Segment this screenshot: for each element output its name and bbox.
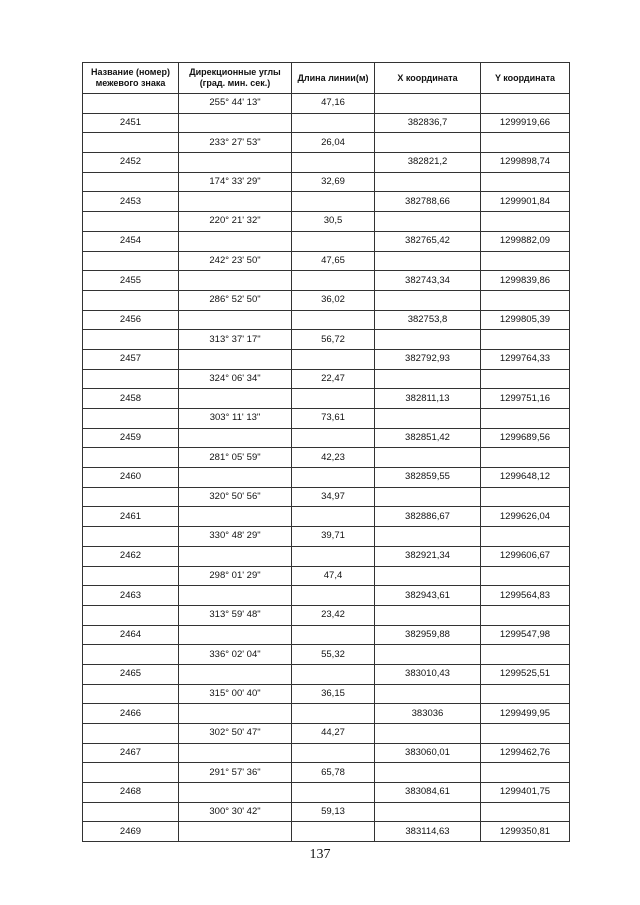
table-row: [83, 330, 570, 350]
cell-mark-name: 2456: [83, 310, 179, 330]
table-row: [83, 468, 570, 488]
cell-x-coordinate: [375, 724, 481, 744]
cell-mark-name: [83, 409, 179, 429]
cell-mark-name: [83, 448, 179, 468]
table-row: [83, 586, 570, 606]
cell-direction-angle: [179, 743, 292, 763]
cell-y-coordinate: [481, 527, 570, 547]
cell-x-coordinate: [375, 645, 481, 665]
cell-x-coordinate: [375, 409, 481, 429]
cell-x-coordinate: 383084,61: [375, 783, 481, 803]
cell-line-length: 55,32: [292, 645, 375, 665]
table-row: [83, 349, 570, 369]
cell-direction-angle: [179, 546, 292, 566]
cell-line-length: [292, 743, 375, 763]
cell-line-length: [292, 822, 375, 842]
cell-line-length: 47,65: [292, 251, 375, 271]
cell-x-coordinate: [375, 212, 481, 232]
boundary-marks-table: [82, 62, 570, 842]
cell-mark-name: [83, 527, 179, 547]
cell-y-coordinate: [481, 724, 570, 744]
cell-mark-name: 2467: [83, 743, 179, 763]
cell-line-length: 22,47: [292, 369, 375, 389]
cell-line-length: 36,15: [292, 684, 375, 704]
table-row: [83, 409, 570, 429]
cell-y-coordinate: [481, 566, 570, 586]
cell-line-length: [292, 192, 375, 212]
cell-mark-name: [83, 487, 179, 507]
table-row: [83, 389, 570, 409]
cell-mark-name: 2466: [83, 704, 179, 724]
cell-x-coordinate: 382943,61: [375, 586, 481, 606]
cell-direction-angle: 174° 33' 29": [179, 172, 292, 192]
cell-direction-angle: [179, 507, 292, 527]
cell-direction-angle: [179, 468, 292, 488]
cell-mark-name: [83, 133, 179, 153]
cell-y-coordinate: 1299350,81: [481, 822, 570, 842]
cell-x-coordinate: [375, 330, 481, 350]
table-row: [83, 605, 570, 625]
cell-x-coordinate: [375, 448, 481, 468]
cell-line-length: [292, 349, 375, 369]
cell-x-coordinate: 382921,34: [375, 546, 481, 566]
table-header-row: [83, 63, 570, 94]
cell-y-coordinate: 1299898,74: [481, 153, 570, 173]
cell-y-coordinate: [481, 409, 570, 429]
cell-x-coordinate: 383114,63: [375, 822, 481, 842]
cell-mark-name: [83, 684, 179, 704]
cell-y-coordinate: 1299547,98: [481, 625, 570, 645]
table-row: [83, 625, 570, 645]
cell-mark-name: 2463: [83, 586, 179, 606]
cell-line-length: [292, 664, 375, 684]
cell-mark-name: 2457: [83, 349, 179, 369]
table-row: [83, 684, 570, 704]
cell-direction-angle: [179, 113, 292, 133]
cell-y-coordinate: 1299839,86: [481, 271, 570, 291]
cell-x-coordinate: 382743,34: [375, 271, 481, 291]
cell-line-length: [292, 546, 375, 566]
cell-y-coordinate: [481, 802, 570, 822]
cell-mark-name: 2468: [83, 783, 179, 803]
cell-mark-name: 2451: [83, 113, 179, 133]
cell-mark-name: 2460: [83, 468, 179, 488]
cell-y-coordinate: 1299564,83: [481, 586, 570, 606]
cell-mark-name: [83, 645, 179, 665]
cell-direction-angle: 255° 44' 13": [179, 94, 292, 114]
cell-direction-angle: 233° 27' 53": [179, 133, 292, 153]
cell-x-coordinate: 383060,01: [375, 743, 481, 763]
cell-y-coordinate: [481, 448, 570, 468]
cell-y-coordinate: 1299626,04: [481, 507, 570, 527]
header-y-coordinate: Y координата: [481, 63, 570, 94]
cell-mark-name: 2459: [83, 428, 179, 448]
cell-y-coordinate: 1299901,84: [481, 192, 570, 212]
cell-x-coordinate: [375, 605, 481, 625]
cell-x-coordinate: 383036: [375, 704, 481, 724]
cell-direction-angle: 324° 06' 34": [179, 369, 292, 389]
cell-mark-name: 2452: [83, 153, 179, 173]
cell-y-coordinate: 1299882,09: [481, 231, 570, 251]
table-row: [83, 566, 570, 586]
table-row: [83, 369, 570, 389]
cell-y-coordinate: 1299525,51: [481, 664, 570, 684]
cell-direction-angle: [179, 389, 292, 409]
cell-x-coordinate: [375, 133, 481, 153]
cell-y-coordinate: [481, 330, 570, 350]
cell-x-coordinate: 382765,42: [375, 231, 481, 251]
cell-line-length: 23,42: [292, 605, 375, 625]
cell-direction-angle: [179, 664, 292, 684]
cell-x-coordinate: 382836,7: [375, 113, 481, 133]
cell-direction-angle: 330° 48' 29": [179, 527, 292, 547]
cell-direction-angle: [179, 586, 292, 606]
cell-y-coordinate: 1299648,12: [481, 468, 570, 488]
cell-y-coordinate: 1299462,76: [481, 743, 570, 763]
header-x-coordinate: X координата: [375, 63, 481, 94]
cell-line-length: 42,23: [292, 448, 375, 468]
cell-line-length: 47,16: [292, 94, 375, 114]
cell-line-length: 36,02: [292, 290, 375, 310]
table-row: [83, 546, 570, 566]
cell-x-coordinate: [375, 802, 481, 822]
table-row: [83, 507, 570, 527]
cell-mark-name: 2461: [83, 507, 179, 527]
cell-mark-name: [83, 94, 179, 114]
cell-direction-angle: 313° 37' 17": [179, 330, 292, 350]
cell-y-coordinate: [481, 133, 570, 153]
cell-line-length: [292, 310, 375, 330]
cell-y-coordinate: [481, 369, 570, 389]
cell-mark-name: [83, 330, 179, 350]
cell-direction-angle: [179, 428, 292, 448]
cell-x-coordinate: [375, 369, 481, 389]
cell-direction-angle: 320° 50' 56": [179, 487, 292, 507]
cell-line-length: 32,69: [292, 172, 375, 192]
cell-direction-angle: [179, 783, 292, 803]
cell-direction-angle: 303° 11' 13": [179, 409, 292, 429]
cell-x-coordinate: [375, 684, 481, 704]
cell-x-coordinate: [375, 94, 481, 114]
cell-line-length: 56,72: [292, 330, 375, 350]
cell-y-coordinate: 1299751,16: [481, 389, 570, 409]
table-row: [83, 448, 570, 468]
cell-direction-angle: 291° 57' 36": [179, 763, 292, 783]
cell-mark-name: 2465: [83, 664, 179, 684]
cell-direction-angle: 286° 52' 50": [179, 290, 292, 310]
cell-direction-angle: [179, 822, 292, 842]
cell-mark-name: 2455: [83, 271, 179, 291]
cell-mark-name: [83, 763, 179, 783]
header-mark-name: Название (номер) межевого знака: [83, 63, 179, 94]
table-row: [83, 763, 570, 783]
page-number: 137: [309, 847, 331, 862]
cell-x-coordinate: 382792,93: [375, 349, 481, 369]
cell-x-coordinate: 382788,66: [375, 192, 481, 212]
table-row: [83, 172, 570, 192]
header-direction-angle: Дирекционные углы (град. мин. сек.): [179, 63, 292, 94]
cell-line-length: 65,78: [292, 763, 375, 783]
cell-line-length: [292, 113, 375, 133]
cell-direction-angle: 313° 59' 48": [179, 605, 292, 625]
cell-mark-name: [83, 172, 179, 192]
cell-mark-name: 2464: [83, 625, 179, 645]
cell-y-coordinate: 1299606,67: [481, 546, 570, 566]
table-row: [83, 783, 570, 803]
cell-mark-name: 2453: [83, 192, 179, 212]
cell-mark-name: [83, 212, 179, 232]
cell-direction-angle: [179, 153, 292, 173]
cell-mark-name: [83, 369, 179, 389]
cell-line-length: 26,04: [292, 133, 375, 153]
cell-line-length: [292, 783, 375, 803]
cell-y-coordinate: [481, 94, 570, 114]
cell-mark-name: [83, 802, 179, 822]
table-row: [83, 94, 570, 114]
table-row: [83, 527, 570, 547]
cell-x-coordinate: 382886,67: [375, 507, 481, 527]
cell-line-length: [292, 704, 375, 724]
cell-x-coordinate: 382821,2: [375, 153, 481, 173]
cell-y-coordinate: 1299689,56: [481, 428, 570, 448]
cell-direction-angle: [179, 231, 292, 251]
cell-y-coordinate: [481, 251, 570, 271]
cell-direction-angle: [179, 625, 292, 645]
table-row: [83, 724, 570, 744]
cell-line-length: [292, 586, 375, 606]
cell-y-coordinate: 1299919,66: [481, 113, 570, 133]
cell-y-coordinate: 1299764,33: [481, 349, 570, 369]
cell-line-length: [292, 625, 375, 645]
table-row: [83, 113, 570, 133]
cell-mark-name: [83, 566, 179, 586]
cell-x-coordinate: [375, 566, 481, 586]
cell-mark-name: 2462: [83, 546, 179, 566]
cell-x-coordinate: 382959,88: [375, 625, 481, 645]
table-row: [83, 212, 570, 232]
cell-direction-angle: [179, 271, 292, 291]
cell-y-coordinate: 1299499,95: [481, 704, 570, 724]
cell-line-length: 47,4: [292, 566, 375, 586]
table-row: [83, 802, 570, 822]
cell-x-coordinate: [375, 487, 481, 507]
cell-mark-name: [83, 290, 179, 310]
cell-direction-angle: [179, 192, 292, 212]
cell-line-length: 44,27: [292, 724, 375, 744]
table-row: [83, 704, 570, 724]
cell-line-length: 39,71: [292, 527, 375, 547]
cell-x-coordinate: [375, 527, 481, 547]
table-row: [83, 428, 570, 448]
cell-direction-angle: [179, 349, 292, 369]
cell-direction-angle: 220° 21' 32": [179, 212, 292, 232]
table-row: [83, 645, 570, 665]
cell-x-coordinate: [375, 290, 481, 310]
table-row: [83, 133, 570, 153]
cell-line-length: [292, 468, 375, 488]
table-row: [83, 251, 570, 271]
cell-y-coordinate: [481, 487, 570, 507]
cell-direction-angle: 298° 01' 29": [179, 566, 292, 586]
cell-x-coordinate: [375, 763, 481, 783]
table-row: [83, 822, 570, 842]
cell-line-length: [292, 231, 375, 251]
cell-direction-angle: 302° 50' 47": [179, 724, 292, 744]
cell-y-coordinate: 1299401,75: [481, 783, 570, 803]
cell-line-length: 34,97: [292, 487, 375, 507]
cell-mark-name: 2454: [83, 231, 179, 251]
cell-direction-angle: 315° 00' 40": [179, 684, 292, 704]
cell-y-coordinate: [481, 763, 570, 783]
cell-line-length: 30,5: [292, 212, 375, 232]
cell-direction-angle: 300° 30' 42": [179, 802, 292, 822]
header-line-length: Длина линии(м): [292, 63, 375, 94]
cell-mark-name: 2458: [83, 389, 179, 409]
cell-x-coordinate: 382859,55: [375, 468, 481, 488]
cell-line-length: [292, 271, 375, 291]
cell-x-coordinate: 382851,42: [375, 428, 481, 448]
cell-y-coordinate: [481, 172, 570, 192]
table-row: [83, 271, 570, 291]
cell-x-coordinate: 382811,13: [375, 389, 481, 409]
cell-direction-angle: [179, 704, 292, 724]
table-body: [83, 94, 570, 842]
table-row: [83, 664, 570, 684]
table-row: [83, 231, 570, 251]
cell-y-coordinate: 1299805,39: [481, 310, 570, 330]
cell-line-length: [292, 389, 375, 409]
cell-direction-angle: [179, 310, 292, 330]
cell-direction-angle: 281° 05' 59": [179, 448, 292, 468]
cell-y-coordinate: [481, 212, 570, 232]
cell-mark-name: [83, 605, 179, 625]
cell-y-coordinate: [481, 645, 570, 665]
cell-direction-angle: 242° 23' 50": [179, 251, 292, 271]
table-row: [83, 310, 570, 330]
cell-line-length: 59,13: [292, 802, 375, 822]
cell-line-length: [292, 507, 375, 527]
table-row: [83, 290, 570, 310]
cell-line-length: 73,61: [292, 409, 375, 429]
cell-line-length: [292, 428, 375, 448]
cell-x-coordinate: 383010,43: [375, 664, 481, 684]
cell-y-coordinate: [481, 290, 570, 310]
cell-x-coordinate: 382753,8: [375, 310, 481, 330]
table-row: [83, 487, 570, 507]
cell-y-coordinate: [481, 605, 570, 625]
cell-x-coordinate: [375, 172, 481, 192]
cell-mark-name: [83, 724, 179, 744]
cell-mark-name: 2469: [83, 822, 179, 842]
cell-x-coordinate: [375, 251, 481, 271]
cell-line-length: [292, 153, 375, 173]
cell-direction-angle: 336° 02' 04": [179, 645, 292, 665]
table-row: [83, 153, 570, 173]
table-row: [83, 192, 570, 212]
cell-mark-name: [83, 251, 179, 271]
cell-y-coordinate: [481, 684, 570, 704]
table-row: [83, 743, 570, 763]
